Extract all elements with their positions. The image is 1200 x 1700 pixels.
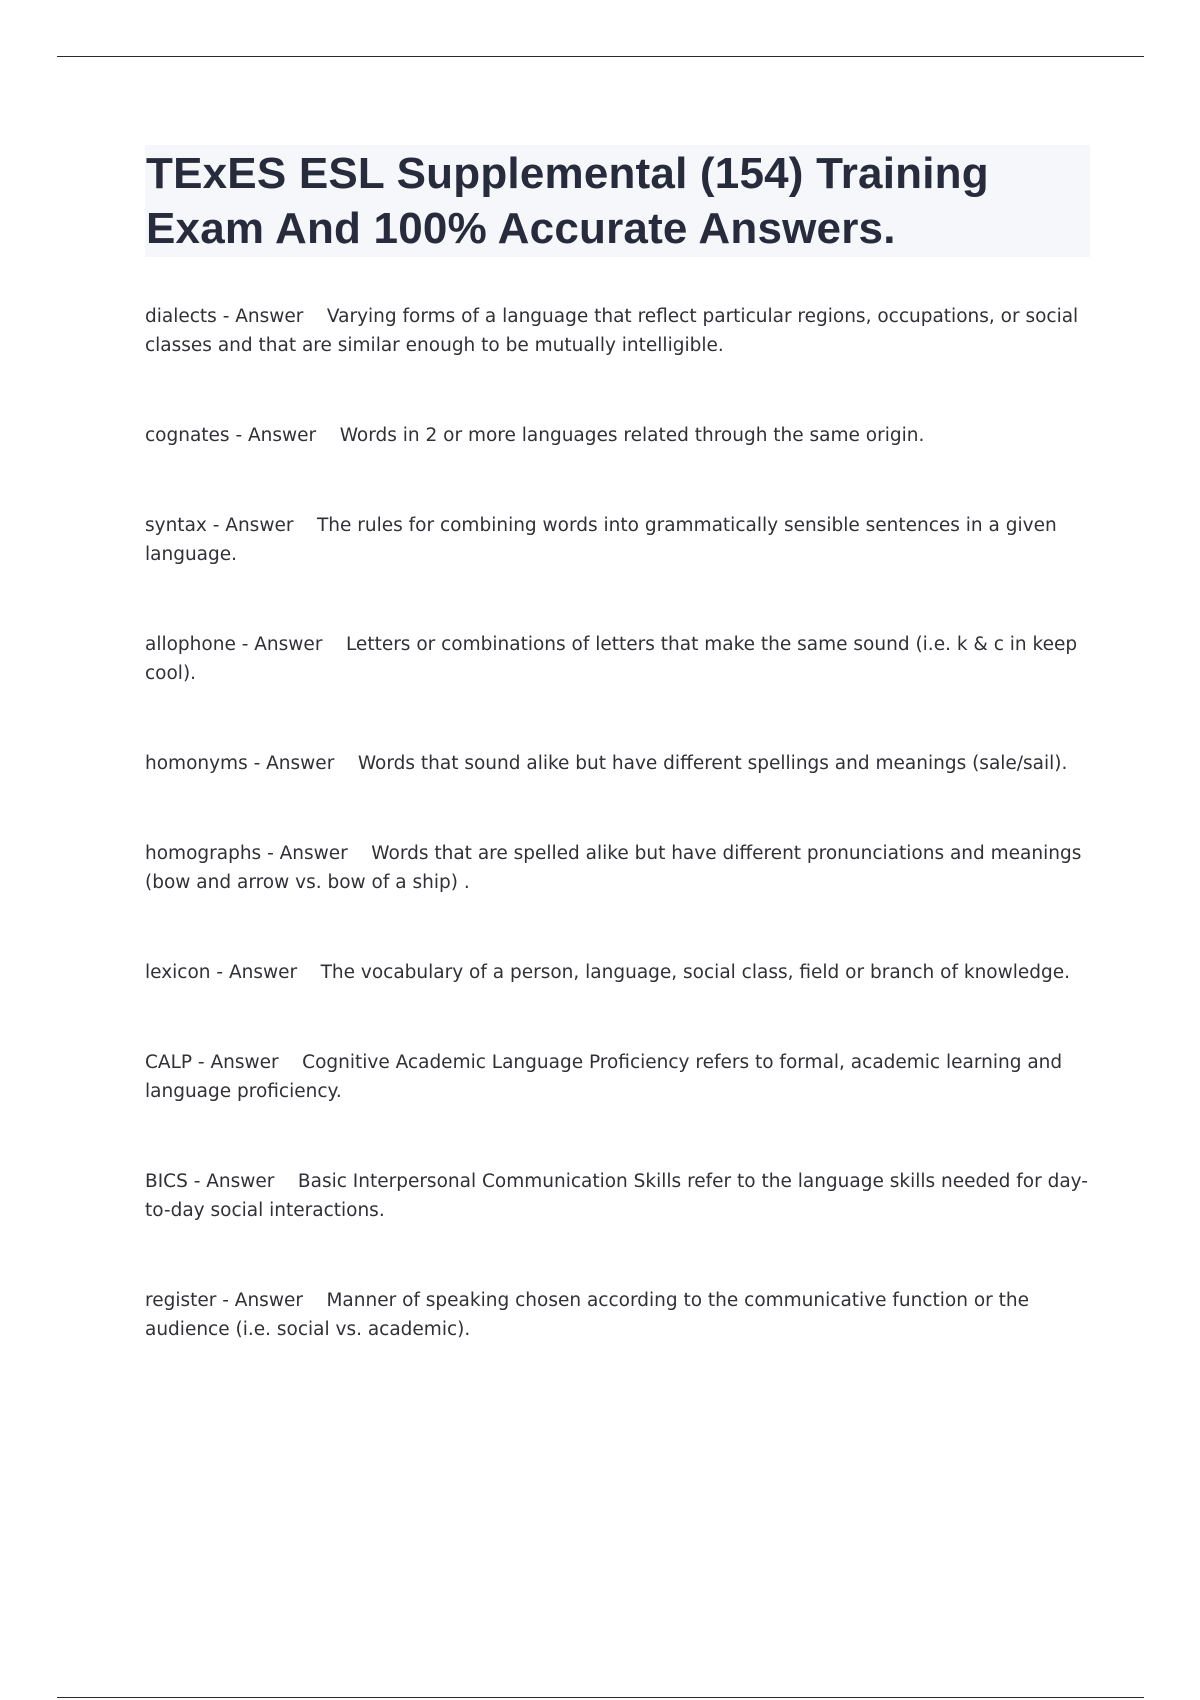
qa-item: dialects - Answer Varying forms of a language that reflect particular regions, occupations, or social classes and that are similar enough to be mutually intelligible. (145, 306, 1079, 356)
qa-definition: Words that are spelled alike but have different pronunciations and meanings (bow and arrow vs. bow of a ship) . (145, 843, 1082, 893)
qa-term: BICS (145, 1171, 188, 1192)
qa-term: lexicon (145, 962, 211, 983)
qa-list (145, 302, 1090, 1344)
qa-answer-label: Answer (266, 753, 335, 774)
qa-item: homographs - Answer Words that are spelled alike but have different pronunciations and meanings (bow and arrow vs. bow of a ship) . (145, 843, 1082, 893)
qa-term: allophone (145, 634, 236, 655)
qa-definition: The vocabulary of a person, language, social class, field or branch of knowledge. (320, 962, 1071, 983)
qa-answer-label: Answer (225, 515, 294, 536)
qa-answer-label: Answer (235, 306, 304, 327)
qa-answer-label: Answer (206, 1171, 275, 1192)
qa-definition: The rules for combining words into grammatically sensible sentences in a given language. (145, 515, 1057, 565)
qa-term: CALP (145, 1052, 193, 1073)
qa-definition: Basic Interpersonal Communication Skills refer to the language skills needed for day-to-day social interactions. (145, 1171, 1088, 1221)
qa-item: syntax - Answer The rules for combining words into grammatically sensible sentences in a given language. (145, 515, 1057, 565)
qa-definition: Words that sound alike but have different spellings and meanings (sale/sail). (357, 753, 1068, 774)
qa-term: syntax (145, 515, 207, 536)
qa-item: cognates - Answer Words in 2 or more languages related through the same origin. (145, 425, 925, 446)
top-rule (57, 56, 1144, 57)
qa-term: cognates (145, 425, 230, 446)
bottom-rule (57, 1697, 1144, 1698)
qa-item: allophone - Answer Letters or combinations of letters that make the same sound (i.e. k & c in keep cool). (145, 634, 1078, 684)
qa-answer-label: Answer (234, 1290, 303, 1311)
page-title: TExES ESL Supplemental (154) Training Exam And 100% Accurate Answers. (146, 149, 989, 253)
qa-item: CALP - Answer Cognitive Academic Language Proficiency refers to formal, academic learning and language proficiency. (145, 1052, 1063, 1102)
qa-item: BICS - Answer Basic Interpersonal Communication Skills refer to the language skills needed for day-to-day social interactions. (145, 1171, 1088, 1221)
qa-answer-label: Answer (248, 425, 317, 446)
qa-term: register (145, 1290, 217, 1311)
qa-answer-label: Answer (279, 843, 348, 864)
qa-definition: Cognitive Academic Language Proficiency refers to formal, academic learning and language proficiency. (145, 1052, 1063, 1102)
qa-definition: Manner of speaking chosen according to the communicative function or the audience (i.e. social vs. academic). (145, 1290, 1029, 1340)
qa-answer-label: Answer (228, 962, 298, 983)
qa-definition: Letters or combinations of letters that make the same sound (i.e. k & c in keep cool). (145, 634, 1078, 684)
qa-term: dialects (145, 306, 217, 327)
qa-definition: Words in 2 or more languages related through the same origin. (339, 425, 925, 446)
qa-answer-label: Answer (254, 634, 323, 655)
qa-item: lexicon - Answer The vocabulary of a person, language, social class, field or branch of knowledge. (145, 962, 1071, 983)
qa-definition: Varying forms of a language that reflect particular regions, occupations, or social classes and that are similar enough to be mutually intelligible. (145, 306, 1079, 356)
qa-term: homographs (145, 843, 262, 864)
qa-item: register - Answer Manner of speaking chosen according to the communicative function or the audience (i.e. social vs. academic). (145, 1290, 1029, 1340)
qa-answer-label: Answer (210, 1052, 279, 1073)
qa-item: homonyms - Answer Words that sound alike but have different spellings and meanings (sale/sail). (145, 753, 1068, 774)
qa-term: homonyms (145, 753, 248, 774)
